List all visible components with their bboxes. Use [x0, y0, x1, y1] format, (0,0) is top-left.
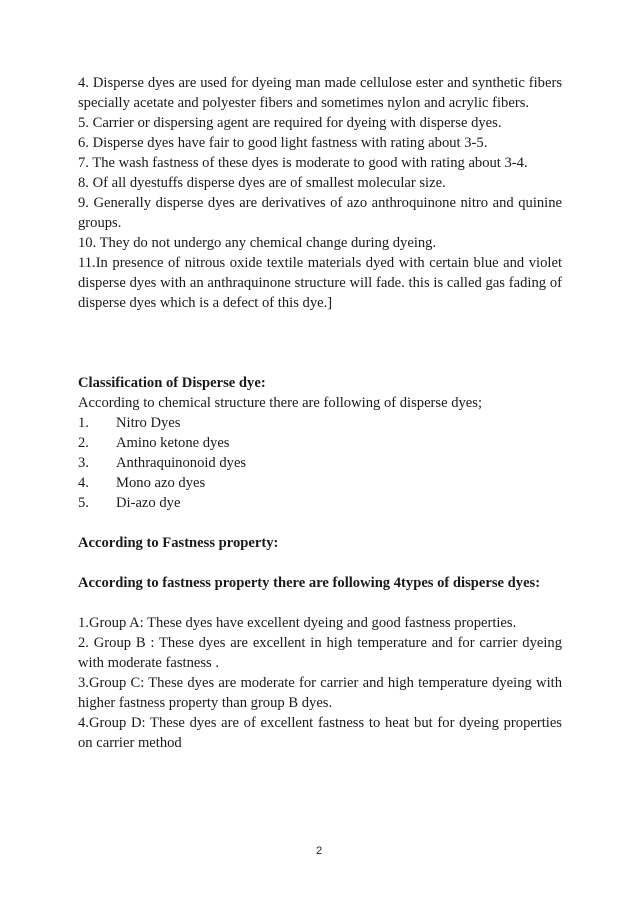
- list-number: 5.: [78, 495, 89, 511]
- list-number: 2.: [78, 435, 89, 451]
- classification-heading: Classification of Disperse dye:: [78, 375, 266, 391]
- list-item: [78, 473, 562, 493]
- fastness-section: [78, 533, 562, 753]
- list-item: [78, 453, 562, 473]
- fastness-subheading: According to fastness property there are following 4types of disperse dyes:: [78, 575, 541, 591]
- property-item: 8. Of all dyestuffs disperse dyes are of smallest molecular size.: [78, 175, 446, 191]
- page-number: 2: [315, 845, 323, 857]
- list-number: 4.: [78, 475, 89, 491]
- fastness-heading: According to Fastness property:: [78, 535, 279, 551]
- property-item: 6. Disperse dyes have fair to good light fastness with rating about 3-5.: [78, 135, 488, 151]
- list-number: 3.: [78, 455, 89, 471]
- property-item: 10. They do not undergo any chemical change during dyeing.: [78, 235, 437, 251]
- property-item: 7. The wash fastness of these dyes is moderate to good with rating about 3-4.: [78, 155, 528, 171]
- property-item: 11.In presence of nitrous oxide textile materials dyed with certain blue and violet disperse dyes with an anthraquinone structure will fade. this is called gas fading of disperse dyes which is a defect of this dye.]: [78, 255, 562, 311]
- list-item: [78, 493, 562, 513]
- list-label: Nitro Dyes: [116, 415, 181, 431]
- list-label: Anthraquinonoid dyes: [116, 455, 247, 471]
- classification-intro: According to chemical structure there are following of disperse dyes;: [78, 395, 483, 411]
- list-label: Di-azo dye: [116, 495, 181, 511]
- properties-list: [78, 73, 562, 313]
- document-page: [78, 73, 562, 753]
- property-item: 4. Disperse dyes are used for dyeing man made cellulose ester and synthetic fibers specially acetate and polyester fibers and sometimes nylon and acrylic fibers.: [78, 75, 562, 111]
- property-item: 5. Carrier or dispersing agent are required for dyeing with disperse dyes.: [78, 115, 502, 131]
- fastness-group: 4.Group D: These dyes are of excellent fastness to heat but for dyeing properties on carrier method: [78, 715, 562, 751]
- fastness-group: 3.Group C: These dyes are moderate for carrier and high temperature dyeing with higher fastness property than group B dyes.: [78, 675, 562, 711]
- list-label: Amino ketone dyes: [116, 435, 230, 451]
- dye-type-list: [78, 413, 562, 513]
- fastness-group: 2. Group B : These dyes are excellent in high temperature and for carrier dyeing with moderate fastness .: [78, 635, 562, 671]
- list-item: [78, 413, 562, 433]
- property-item: 9. Generally disperse dyes are derivatives of azo anthroquinone nitro and quinine groups.: [78, 195, 562, 231]
- fastness-group: 1.Group A: These dyes have excellent dyeing and good fastness properties.: [78, 615, 517, 631]
- list-number: 1.: [78, 415, 89, 431]
- list-item: [78, 433, 562, 453]
- classification-section: [78, 373, 562, 513]
- list-label: Mono azo dyes: [116, 475, 206, 491]
